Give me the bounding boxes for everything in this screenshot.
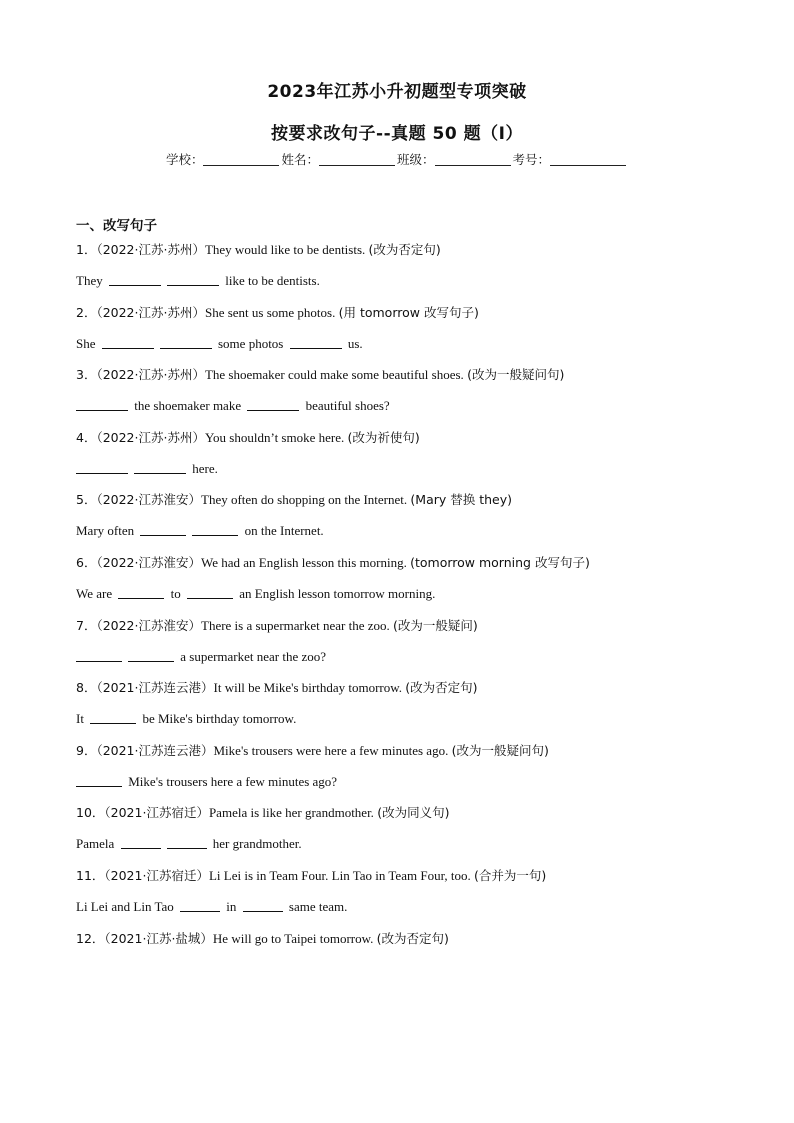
question-number: 12． [76, 930, 105, 946]
exam-number-field[interactable] [550, 151, 626, 166]
answer-blank[interactable] [187, 586, 233, 599]
question-sentence: Mike's trousers were here a few minutes ago. [213, 742, 452, 758]
answer-blank[interactable] [192, 523, 238, 536]
question-instruction: (改为祈使句) [347, 429, 420, 445]
answer-text: on the Internet. [241, 523, 324, 539]
answer-text: We are [76, 586, 116, 601]
answer-blank[interactable] [290, 336, 342, 349]
answer-text: It [76, 711, 88, 727]
question-number: 6． [76, 555, 97, 570]
answer-blank[interactable] [167, 836, 207, 849]
answer-blank[interactable] [140, 523, 186, 536]
answer-line [76, 398, 736, 414]
question-sentence: There is a supermarket near the zoo. [201, 617, 394, 633]
question-source: （2022·江苏·苏州） [96, 367, 205, 383]
answer-text: be Mike's birthday tomorrow. [139, 711, 297, 727]
question-prompt [76, 367, 736, 383]
question-prompt [76, 618, 736, 634]
answer-line [76, 523, 736, 539]
answer-text: the shoemaker make [131, 398, 245, 414]
answer-blank[interactable] [134, 461, 186, 474]
question-instruction: (改为一般疑问句) [451, 742, 549, 758]
question-instruction: (tomorrow morning 改写句子) [410, 555, 590, 570]
question-instruction: (改为否定句) [405, 680, 478, 696]
answer-blank[interactable] [243, 899, 283, 912]
question-source: （2022·江苏·苏州） [96, 304, 205, 320]
answer-text: Mary often [76, 523, 138, 539]
question-sentence: Pamela is like her grandmother. [208, 805, 378, 821]
answer-line [76, 649, 736, 665]
student-info-row [0, 150, 794, 168]
section-title: 一、改写句子 [76, 218, 157, 234]
answer-blank[interactable] [76, 461, 128, 474]
question-prompt [76, 430, 736, 446]
question-prompt [76, 555, 736, 571]
question-source: （2021·江苏宿迁） [104, 805, 209, 821]
question-source: （2022·江苏淮安） [96, 492, 201, 508]
name-field[interactable] [319, 151, 395, 166]
answer-blank[interactable] [109, 273, 161, 286]
question-number: 10． [76, 805, 105, 821]
name-label: 姓名： [281, 152, 319, 167]
answer-text: She [76, 335, 99, 351]
question-number: 1． [76, 242, 97, 257]
document-subtitle: 按要求改句子--真题 50 题（Ⅰ） [271, 124, 523, 144]
answer-line [76, 711, 736, 727]
answer-line [76, 836, 736, 852]
answer-line [76, 273, 736, 289]
question-source: （2022·江苏·苏州） [96, 242, 205, 257]
question-prompt [76, 868, 736, 884]
question-number: 3． [76, 367, 97, 383]
question-source: （2021·江苏宿迁） [104, 868, 209, 883]
answer-text: some photos [214, 335, 287, 351]
question-sentence: She sent us some photos. [204, 304, 339, 320]
answer-text: to [167, 586, 184, 601]
answer-blank[interactable] [90, 711, 136, 724]
question-source: （2022·江苏·苏州） [96, 429, 205, 445]
answer-line [76, 336, 736, 352]
answer-text: here. [189, 460, 218, 476]
question-sentence: We had an English lesson this morning. [201, 555, 411, 570]
question-prompt [76, 305, 736, 321]
answer-blank[interactable] [118, 586, 164, 599]
question-prompt [76, 743, 736, 759]
answer-blank[interactable] [76, 774, 122, 787]
question-sentence: Li Lei is in Team Four. Lin Tao in Team Four, too. [208, 868, 474, 883]
answer-text: same team. [285, 899, 348, 914]
question-prompt [76, 931, 736, 947]
answer-blank[interactable] [247, 398, 299, 411]
question-sentence: They would like to be dentists. [204, 242, 369, 257]
answer-blank[interactable] [76, 398, 128, 411]
answer-blank[interactable] [160, 336, 212, 349]
answer-text: Pamela [76, 836, 118, 852]
document-title: 2023年江苏小升初题型专项突破 [267, 82, 527, 102]
question-number: 2． [76, 304, 97, 320]
question-instruction: (Mary 替换 they) [410, 492, 512, 508]
question-source: （2022·江苏淮安） [96, 617, 201, 633]
question-prompt [76, 680, 736, 696]
school-field[interactable] [203, 151, 279, 166]
answer-text: an English lesson tomorrow morning. [236, 586, 436, 601]
question-source: （2021·江苏连云港） [96, 680, 214, 696]
question-sentence: It will be Mike's birthday tomorrow. [213, 680, 406, 696]
question-instruction: (改为否定句) [376, 930, 449, 946]
question-sentence: The shoemaker could make some beautiful shoes. [204, 367, 468, 383]
answer-line [76, 586, 736, 602]
question-source: （2021·江苏·盐城） [104, 930, 213, 946]
class-field[interactable] [435, 151, 511, 166]
question-instruction: (改为一般疑问) [393, 617, 478, 633]
question-number: 9． [76, 742, 97, 758]
answer-text: in [223, 899, 240, 914]
question-number: 8． [76, 680, 97, 696]
answer-text: a supermarket near the zoo? [177, 648, 327, 664]
class-label: 班级： [397, 152, 435, 167]
question-source: （2021·江苏连云港） [96, 742, 214, 758]
answer-blank[interactable] [102, 336, 154, 349]
question-sentence: You shouldn’t smoke here. [204, 429, 348, 445]
answer-line [76, 899, 736, 915]
question-instruction: (改为同义句) [377, 805, 450, 821]
question-number: 4． [76, 429, 97, 445]
answer-blank[interactable] [76, 649, 122, 662]
question-prompt [76, 242, 736, 258]
question-prompt [76, 492, 736, 508]
answer-text: Li Lei and Lin Tao [76, 899, 178, 914]
question-number: 5． [76, 492, 97, 508]
answer-line [76, 774, 736, 790]
answer-text: us. [344, 335, 363, 351]
question-prompt [76, 805, 736, 821]
answer-blank[interactable] [121, 836, 161, 849]
exam-number-label: 考号： [512, 152, 551, 167]
answer-text: like to be dentists. [221, 273, 320, 288]
question-instruction: (改为否定句) [368, 242, 441, 257]
answer-text: They [76, 273, 106, 288]
answer-blank[interactable] [180, 899, 220, 912]
answer-text: Mike's trousers here a few minutes ago? [125, 773, 338, 789]
question-sentence: He will go to Taipei tomorrow. [212, 930, 377, 946]
answer-text: beautiful shoes? [302, 398, 390, 414]
answer-blank[interactable] [128, 649, 174, 662]
answer-blank[interactable] [167, 273, 219, 286]
answer-text: her grandmother. [209, 836, 302, 852]
question-number: 7． [76, 617, 97, 633]
answer-line [76, 461, 736, 477]
school-label: 学校： [165, 152, 204, 167]
question-instruction: (用 tomorrow 改写句子) [338, 304, 479, 320]
question-sentence: They often do shopping on the Internet. [201, 492, 411, 508]
question-number: 11． [76, 868, 105, 883]
question-source: （2022·江苏淮安） [96, 555, 201, 570]
question-instruction: (改为一般疑问句) [467, 367, 565, 383]
question-instruction: (合并为一句) [474, 868, 547, 883]
